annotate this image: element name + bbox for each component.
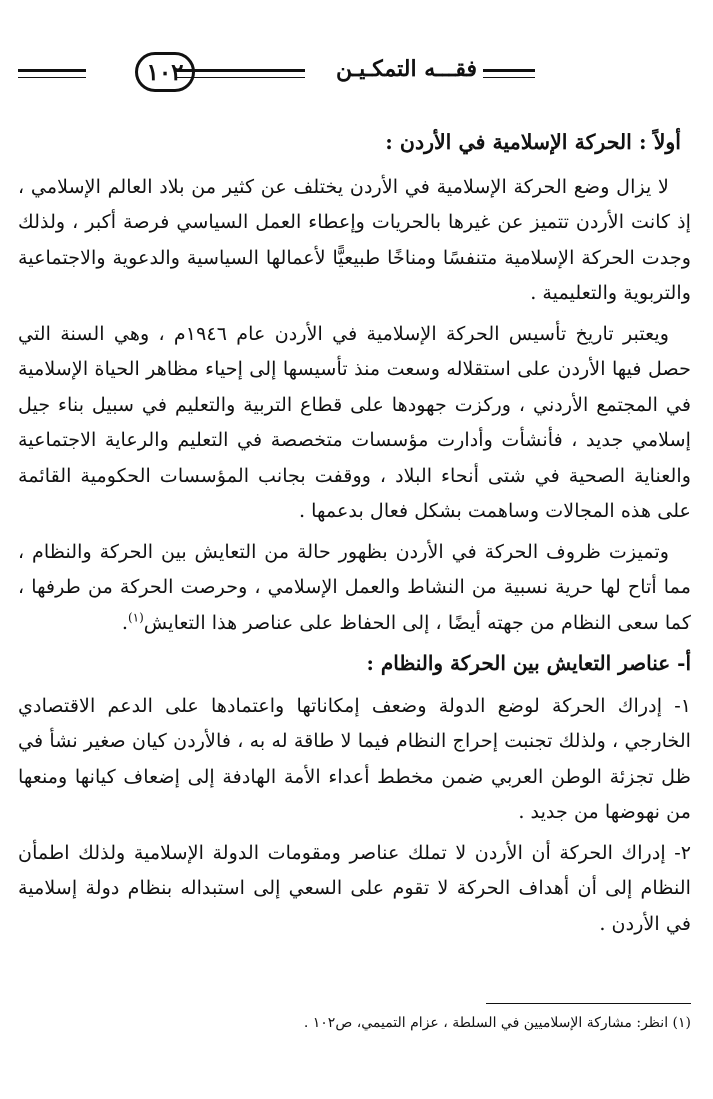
paragraph-2: ويعتبر تاريخ تأسيس الحركة الإسلامية في الأردن عام ١٩٤٦م ، وهي السنة التي حصل فيها الأردن على استقلاله وسعت منذ تأسيسها إلى إحياء مظاهر الحياة الإسلامية في المجتمع الأردني ، وركزت جهودها على قطاع التربية والتعليم في سبيل بناء جيل إسلامي جديد ، فأنشأت وأدارت مؤسسات متخصصة في التعليم والرعاية الاجتماعية والعناية الصحية في شتى أنحاء البلاد ، ووقفت بجانب المؤسسات الحكومية القائمة على هذه المجالات وساهمت بشكل فعال بدعمها . — [18, 321, 691, 522]
page-body — [18, 125, 691, 946]
footnote-ref[interactable]: (١) — [127, 610, 144, 625]
section-heading-jordan: أولاً : الحركة الإسلامية في الأردن : — [385, 130, 681, 154]
header-rule-right — [483, 69, 535, 78]
page-header — [18, 50, 695, 100]
header-rule-left — [18, 69, 86, 78]
subsection-heading: أ- عناصر التعايش بين الحركة والنظام : — [366, 651, 691, 675]
paragraph-1: لا يزال وضع الحركة الإسلامية في الأردن يختلف عن كثير من بلاد العالم الإسلامي ، إذ كانت الأردن تتميز عن غيرها بالحريات وإعطاء العمل السياسي فرصة أكبر ، ولذلك وجدت الحركة الإسلامية متنفسًا ومناخًا طبيعيًّا لأعمالها السياسية والدعوية والاجتماعية والتربوية والتعليمية . — [18, 174, 691, 304]
paragraph-3 — [18, 534, 691, 641]
header-rule-middle — [175, 69, 305, 78]
running-title: فقـــه التمكـيـن — [335, 56, 477, 82]
footnote: (١) انظر: مشاركة الإسلاميين في السلطة ، عزام التميمي، ص١٠٢ . — [303, 1015, 691, 1031]
list-item-2: ٢- إدراك الحركة أن الأردن لا تملك عناصر ومقومات الدولة الإسلامية ولذلك اطمأن النظام إلى أن أهداف الحركة لا تقوم على السعي إلى استبداله بنظام دولة إسلامية في الأردن . — [18, 840, 691, 935]
page-number: ١٠٢ — [135, 52, 195, 92]
paragraph-3-text: وتميزت ظروف الحركة في الأردن بظهور حالة من التعايش بين الحركة والنظام ، مما أتاح لها حرية نسبية من النشاط والعمل الإسلامي ، وحرصت الحركة من طرفها ، كما سعى النظام من جهته أيضًا ، إلى الحفاظ على عناصر هذا التعايش — [18, 539, 691, 634]
footnote-divider — [486, 1003, 691, 1004]
list-item-1: ١- إدراك الحركة لوضع الدولة وضعف إمكاناتها واعتمادها على الدعم الاقتصادي الخارجي ، ولذلك تجنبت إحراج النظام فيما لا طاقة له به ، فالأردن كيان صغير نشأ في ظل تجزئة الوطن العربي ضمن مخطط أعداء الأمة الهادفة إلى إضعاف كيانها ومنعها من نهوضها من جديد . — [18, 693, 691, 823]
paragraph-3-end: . — [121, 610, 128, 634]
